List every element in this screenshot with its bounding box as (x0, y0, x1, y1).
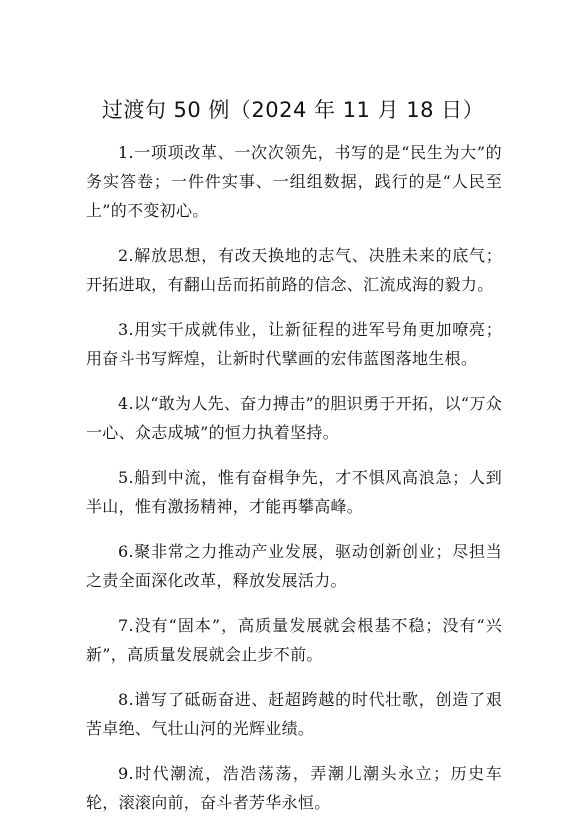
paragraph-1: 1.一项项改革、一次次领先，书写的是“民生为大”的务实答卷；一件件实事、一组组数据，践行的是“人民至上”的不变初心。 (86, 143, 502, 220)
paragraph-8: 8.谱写了砥砺奋进、赶超跨越的时代壮歌，创造了艰苦卓绝、气壮山河的光辉业绩。 (86, 690, 502, 738)
paragraph-4: 4.以“敢为人先、奋力搏击”的胆识勇于开拓，以“万众一心、众志成城”的恒力执着坚持。 (86, 394, 502, 442)
paragraph-2: 2.解放思想，有改天换地的志气、决胜未来的底气；开拓进取，有翻山岳而拓前路的信念、汇流成海的毅力。 (86, 246, 502, 294)
paragraph-6: 6.聚非常之力推动产业发展，驱动创新创业；尽担当之责全面深化改革，释放发展活力。 (86, 542, 502, 590)
paragraph-3: 3.用实干成就伟业，让新征程的进军号角更加嘹亮；用奋斗书写辉煌，让新时代擘画的宏伟蓝图落地生根。 (86, 320, 502, 368)
paragraph-9: 9.时代潮流，浩浩荡荡，弄潮儿潮头永立；历史车轮，滚滚向前，奋斗者芳华永恒。 (86, 764, 502, 812)
paragraph-7: 7.没有“固本”，高质量发展就会根基不稳；没有“兴新”，高质量发展就会止步不前。 (86, 616, 502, 664)
paragraph-5: 5.船到中流，惟有奋楫争先，才不惧风高浪急；人到半山，惟有激扬精神，才能再攀高峰。 (86, 468, 502, 516)
document-title: 过渡句 50 例（2024 年 11 月 18 日） (101, 98, 485, 122)
document-body (86, 138, 502, 833)
